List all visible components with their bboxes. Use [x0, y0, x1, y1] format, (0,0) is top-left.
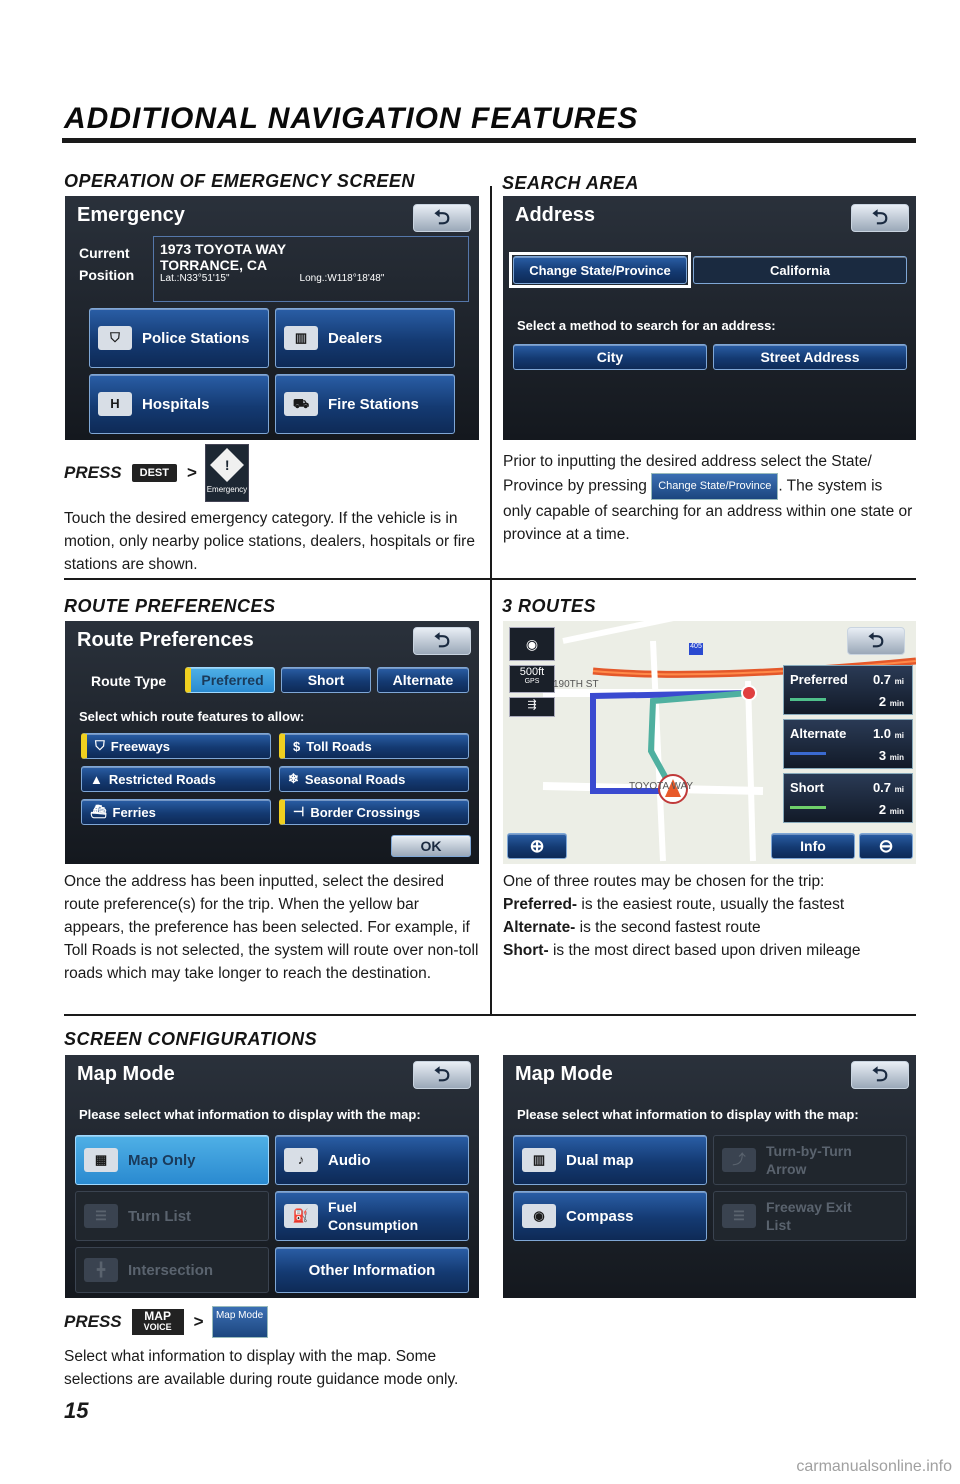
map-voice-key: MAP VOICE [132, 1309, 184, 1335]
back-button[interactable]: ⮌ [851, 1061, 909, 1089]
exit-list-icon: ☰ [722, 1204, 756, 1228]
intersection-button[interactable]: ╋ Intersection [75, 1247, 269, 1293]
audio-button[interactable]: ♪ Audio [275, 1135, 469, 1185]
police-badge-icon: ⛉ [98, 326, 132, 350]
fuel-pump-icon: ⛽ [284, 1204, 318, 1228]
emergency-icon: ! Emergency [205, 444, 249, 502]
city-button[interactable]: City [513, 344, 707, 370]
route-icon[interactable]: ⇶ [509, 697, 555, 717]
dual-map-button[interactable]: ▥ Dual map [513, 1135, 707, 1185]
emergency-screen-title: Emergency [77, 204, 185, 226]
other-information-button[interactable]: Other Information [275, 1247, 469, 1293]
back-button[interactable]: ⮌ [413, 627, 471, 655]
preferred-route-color [790, 698, 826, 701]
hospitals-button[interactable]: H Hospitals [89, 374, 269, 434]
info-button[interactable]: Info [771, 833, 855, 859]
map-mode-prompt-left: Please select what information to display with the map: [79, 1107, 421, 1122]
back-button[interactable]: ⮌ [413, 1061, 471, 1089]
zoom-out-button[interactable]: ⊖ [859, 833, 913, 859]
fire-truck-icon: ⛟ [284, 392, 318, 416]
change-state-inline-button: Change State/Province [651, 473, 778, 500]
compass-icon: ◉ [522, 1204, 556, 1228]
map-mode-title-left: Map Mode [77, 1063, 175, 1085]
street-label-toyota-way: TOYOTA WAY [629, 781, 694, 792]
toll-icon: $ [293, 738, 301, 754]
map-mode-prompt-right: Please select what information to display with the map: [517, 1107, 859, 1122]
preferred-route-card[interactable]: Preferred 0.7 mi 2 min [783, 665, 913, 715]
latitude: Lat.:N33°51'15" [160, 273, 230, 284]
title-rule [62, 138, 916, 143]
address-line-2: TORRANCE, CA [160, 257, 268, 273]
route-prefs-section-title: ROUTE PREFERENCES [64, 596, 276, 616]
border-crossing-icon: ⊣ [293, 804, 305, 819]
street-label-190th: 190TH ST [553, 679, 599, 690]
dest-key: DEST [132, 464, 177, 482]
dual-map-icon: ▥ [522, 1148, 556, 1172]
alternate-route-card[interactable]: Alternate 1.0 mi 3 min [783, 719, 913, 769]
current-position-box [153, 236, 469, 302]
current-position-label: Current Position [79, 245, 135, 283]
ferries-button[interactable]: ⛴ Ferries [81, 799, 271, 825]
freeway-shield: 405 [690, 643, 702, 650]
turn-list-icon: ☰ [84, 1204, 118, 1228]
route-preferences-screen [65, 621, 479, 864]
seasonal-roads-button[interactable]: ❄ Seasonal Roads [279, 766, 469, 792]
zoom-in-button[interactable]: ⊕ [507, 833, 567, 859]
short-route-button[interactable]: Short [281, 667, 371, 693]
map-mode-icon: Map Mode [212, 1306, 268, 1338]
ok-button[interactable]: OK [391, 835, 471, 857]
address-screen-title: Address [515, 204, 596, 226]
toll-roads-button[interactable]: $ Toll Roads [279, 733, 469, 759]
alternate-route-button[interactable]: Alternate [377, 667, 469, 693]
three-routes-map-screen [503, 621, 916, 864]
restricted-road-icon: ▲ [90, 771, 103, 787]
emergency-caption: Touch the desired emergency category. If the vehicle is in motion, only nearby police stations, dealers, hospitals or fire stations are shown. [64, 510, 475, 573]
intersection-icon: ╋ [84, 1258, 118, 1282]
street-address-button[interactable]: Street Address [713, 344, 907, 370]
freeway-icon: ⛉ [95, 738, 105, 753]
preferred-route-button[interactable]: Preferred [185, 667, 275, 693]
short-route-card[interactable]: Short 0.7 mi 2 min [783, 773, 913, 823]
column-divider-top [490, 186, 492, 580]
turn-arrow-icon: ⤴ [722, 1148, 756, 1172]
turn-by-turn-arrow-button[interactable]: ⤴ Turn-by-Turn Arrow [713, 1135, 907, 1185]
back-button[interactable]: ⮌ [847, 627, 905, 655]
freeway-exit-list-button[interactable]: ☰ Freeway Exit List [713, 1191, 907, 1241]
police-stations-button[interactable]: ⛉ Police Stations [89, 308, 269, 368]
compass-icon[interactable]: ◉ [509, 627, 555, 661]
map-grid-icon: ▦ [84, 1148, 118, 1172]
route-prefs-caption: Once the address has been inputted, select the desired route preference(s) for the trip. When the yellow bar appears, the preference has been selected. For example, if Toll Roads is not selected, the system will route over non-toll roads which may take longer to reach the destination. [64, 873, 479, 982]
turn-list-button[interactable]: ☰ Turn List [75, 1191, 269, 1241]
emergency-screen [65, 196, 479, 440]
route-preferences-screen-title: Route Preferences [77, 629, 254, 651]
row-divider-2 [64, 1014, 916, 1016]
map-mode-screen-left [65, 1055, 479, 1298]
state-field: California [693, 256, 907, 284]
watermark: carmanualsonline.info [796, 1458, 952, 1475]
fire-stations-button[interactable]: ⛟ Fire Stations [275, 374, 455, 434]
hospital-icon: H [98, 392, 132, 416]
screen-config-caption: Select what information to display with the map. Some selections are available during route guidance mode only. [64, 1348, 459, 1388]
alternate-route-color [790, 752, 826, 755]
dealers-button[interactable]: ▥ Dealers [275, 308, 455, 368]
dealer-icon: ▥ [284, 326, 318, 350]
search-area-caption: Prior to inputting the desired address select the State/ Province by pressing Change State/Province . The system is only capable of searching for an address within one state or province at a time. [503, 453, 913, 543]
address-screen [503, 196, 916, 440]
map-mode-screen-right [503, 1055, 916, 1298]
seasonal-road-icon: ❄ [288, 771, 299, 786]
page-title: ADDITIONAL NAVIGATION FEATURES [64, 102, 639, 135]
short-route-color [790, 806, 826, 809]
route-features-label: Select which route features to allow: [79, 709, 305, 724]
music-note-icon: ♪ [284, 1148, 318, 1172]
map-only-button[interactable]: ▦ Map Only [75, 1135, 269, 1185]
address-line-1: 1973 TOYOTA WAY [160, 241, 287, 257]
emergency-press-row: PRESS DEST > ! Emergency [64, 444, 249, 502]
scale-indicator: 500ft GPS [509, 665, 555, 693]
change-state-button[interactable]: Change State/Province [513, 256, 687, 284]
fuel-consumption-button[interactable]: ⛽ Fuel Consumption [275, 1191, 469, 1241]
row-divider-1 [64, 578, 916, 580]
map-mode-title-right: Map Mode [515, 1063, 613, 1085]
three-routes-caption: One of three routes may be chosen for the trip: Preferred- is the easiest route, usually the fastest Alternate- is the second fastest route Short- is the most direct based upon driven mileage [503, 873, 861, 959]
route-type-label: Route Type [91, 673, 167, 689]
column-divider-middle [490, 580, 492, 1016]
screen-config-section-title: SCREEN CONFIGURATIONS [64, 1029, 318, 1049]
three-routes-section-title: 3 ROUTES [502, 596, 597, 616]
longitude: Long.:W118°18'48" [299, 273, 385, 284]
compass-button[interactable]: ◉ Compass [513, 1191, 707, 1241]
restricted-roads-button[interactable]: ▲ Restricted Roads [81, 766, 271, 792]
ferry-icon: ⛴ [90, 804, 107, 819]
page-number: 15 [64, 1398, 89, 1423]
search-area-section-title: SEARCH AREA [502, 173, 639, 193]
method-label: Select a method to search for an address: [517, 318, 776, 333]
map-mode-press-row: PRESS MAP VOICE > Map Mode [64, 1306, 268, 1338]
border-crossings-button[interactable]: ⊣ Border Crossings [279, 799, 469, 825]
back-button[interactable]: ⮌ [413, 204, 471, 232]
back-button[interactable]: ⮌ [851, 204, 909, 232]
freeways-button[interactable]: ⛉ Freeways [81, 733, 271, 759]
emergency-section-title: OPERATION OF EMERGENCY SCREEN [64, 171, 415, 191]
